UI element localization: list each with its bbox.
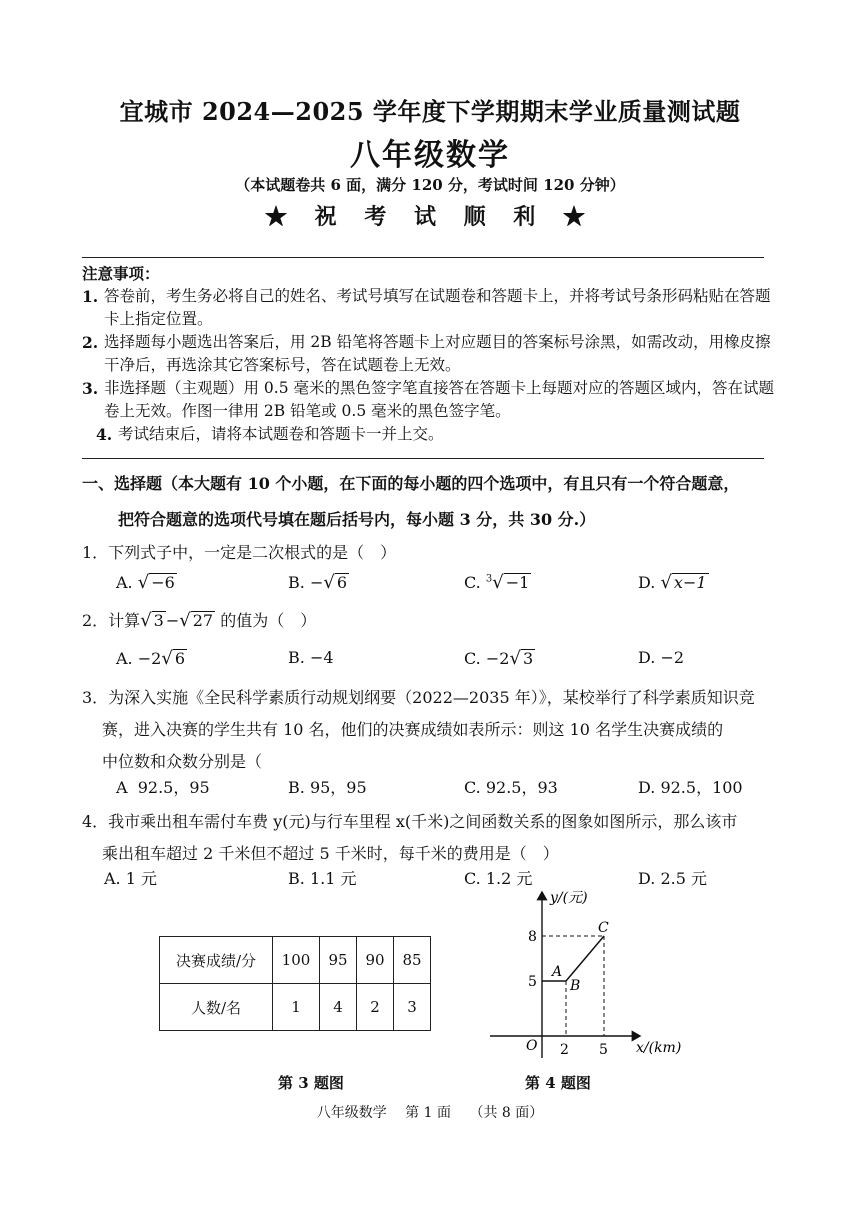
note-number: 3. xyxy=(82,379,99,398)
option-b xyxy=(288,648,334,667)
note-item xyxy=(82,331,782,377)
option-b xyxy=(288,866,356,889)
option-text: 92.5，100 xyxy=(660,778,743,797)
option-label: B. xyxy=(288,573,305,592)
exam-info: （本试题卷共 6 面，满分 120 分，考试时间 120 分钟） xyxy=(235,176,625,194)
stem-line: 赛，进入决赛的学生共有 10 名，他们的决赛成绩如表所示：则这 10 名学生决赛成绩的 xyxy=(102,720,724,739)
x-tick-label: 2 xyxy=(560,1042,569,1058)
option-a xyxy=(116,775,210,798)
table-cell: 90 xyxy=(357,937,394,984)
option-label: D. xyxy=(638,648,656,667)
option-label: A. xyxy=(116,573,133,592)
table-cell: 2 xyxy=(357,984,394,1031)
y-tick-label: 5 xyxy=(528,974,537,990)
figure-3-caption: 第 3 题图 xyxy=(278,1074,344,1092)
note-number: 2. xyxy=(82,333,99,352)
option-prefix: − xyxy=(309,573,324,592)
option-label: C. xyxy=(464,649,481,668)
option-label: A. xyxy=(104,869,121,888)
table-cell: 85 xyxy=(394,937,431,984)
question-1-options xyxy=(82,572,782,596)
question-4-stem xyxy=(82,806,782,870)
sqrt-symbol: √ xyxy=(660,572,672,593)
table-cell: 3 xyxy=(394,984,431,1031)
option-label: C. xyxy=(464,573,481,592)
divider-mid xyxy=(82,458,764,459)
table-header-cell: 决赛成绩/分 xyxy=(160,937,273,984)
score-table xyxy=(159,936,431,1031)
note-item xyxy=(82,285,782,331)
radicand: x−1 xyxy=(673,573,707,592)
option-a xyxy=(104,866,157,889)
stem-text: 2．计算 xyxy=(82,611,141,630)
notes-section xyxy=(82,262,782,446)
page-footer: 八年级数学 第 1 面 （共 8 面） xyxy=(316,1105,544,1121)
option-b xyxy=(288,775,367,798)
option-d xyxy=(638,572,709,593)
exam-title: 宜城市 2024—2025 学年度下学期期末学业质量测试题 xyxy=(119,97,741,126)
option-text: 1.1 元 xyxy=(309,869,357,888)
note-text: 考试结束后，请将本试题卷和答题卡一并上交。 xyxy=(118,425,444,443)
option-d xyxy=(638,775,743,798)
radicand: −1 xyxy=(505,573,530,592)
option-prefix: −2 xyxy=(137,649,162,668)
option-c xyxy=(464,572,531,593)
note-item xyxy=(82,423,782,446)
divider-top xyxy=(82,257,764,258)
note-number: 4. xyxy=(96,425,113,444)
option-text: 1.2 元 xyxy=(485,869,533,888)
option-prefix: −2 xyxy=(485,649,510,668)
sqrt-symbol: √ xyxy=(179,610,191,631)
operator: − xyxy=(165,611,180,630)
sqrt-symbol: √ xyxy=(509,648,521,669)
sqrt-symbol: √ xyxy=(492,572,504,593)
option-b xyxy=(288,572,349,593)
question-3-options xyxy=(82,775,782,799)
stem-line: 3．为深入实施《全民科学素质行动规划纲要（2022—2035 年）》，某校举行了科学素质知识竞 xyxy=(82,688,755,707)
table-cell: 100 xyxy=(273,937,320,984)
y-axis-label: y/(元) xyxy=(550,890,588,906)
sqrt-symbol: √ xyxy=(323,572,335,593)
table-row xyxy=(160,984,431,1031)
point-a-label: A xyxy=(552,964,563,980)
option-text: 92.5，95 xyxy=(137,778,210,797)
note-item xyxy=(82,377,782,423)
table-cell: 95 xyxy=(320,937,357,984)
option-label: D. xyxy=(638,778,656,797)
option-label: C. xyxy=(464,778,481,797)
question-3-stem xyxy=(82,682,782,778)
table-header-cell: 人数/名 xyxy=(160,984,273,1031)
option-text: −2 xyxy=(660,648,685,667)
option-c xyxy=(464,648,535,669)
exam-wish: ★ 祝 考 试 顺 利 ★ xyxy=(265,204,595,230)
note-text: 选择题每小题选出答案后，用 2B 铅笔将答题卡上对应题目的答案标号涂黑，如需改动，用橡皮擦干净后，再选涂其它答案标号，答在试题卷上无效。 xyxy=(104,333,771,374)
option-label: B. xyxy=(288,869,305,888)
sqrt-symbol: √ xyxy=(161,648,173,669)
table-cell: 1 xyxy=(273,984,320,1031)
section-line-2: 把符合题意的选项代号填在题后括号内，每小题 3 分，共 30 分.） xyxy=(118,510,596,529)
option-label: D. xyxy=(638,573,656,592)
y-tick-label: 8 xyxy=(528,929,537,945)
radicand: 3 xyxy=(153,611,164,630)
origin-label: O xyxy=(526,1038,538,1054)
stem-line: 乘出租车超过 2 千米但不超过 5 千米时，每千米的费用是（ ） xyxy=(102,844,559,863)
taxi-fare-graph xyxy=(490,886,710,1066)
option-label: D. xyxy=(638,869,656,888)
option-text: 95，95 xyxy=(309,778,367,797)
option-label: C. xyxy=(464,869,481,888)
option-a xyxy=(116,648,187,669)
radicand: 3 xyxy=(522,649,534,668)
table-row xyxy=(160,937,431,984)
option-label: A xyxy=(116,778,128,797)
radicand: −6 xyxy=(151,573,175,592)
root-index: 3 xyxy=(485,573,493,585)
stem-line: 中位数和众数分别是（ xyxy=(102,752,263,771)
radicand: 6 xyxy=(174,649,185,668)
table-cell: 4 xyxy=(320,984,357,1031)
sqrt-symbol: √ xyxy=(137,572,150,593)
option-text: 1 元 xyxy=(125,869,158,888)
question-1-stem: 1．下列式子中，一定是二次根式的是（ ） xyxy=(82,543,397,562)
x-tick-label: 5 xyxy=(599,1042,608,1058)
section-heading xyxy=(82,466,792,538)
note-text: 答卷前，考生务必将自己的姓名、考试号填写在试题卷和答题卡上，并将考试号条形码粘贴在答题卡上指定位置。 xyxy=(104,287,771,328)
option-label: B. xyxy=(288,648,305,667)
question-2-options xyxy=(82,648,782,672)
stem-line: 4．我市乘出租车需付车费 y(元)与行车里程 x(千米)之间函数关系的图象如图所示，那么该市 xyxy=(82,812,738,831)
option-text: 2.5 元 xyxy=(660,869,707,888)
note-number: 1. xyxy=(82,287,99,306)
radicand: 27 xyxy=(192,611,214,630)
section-line-1: 一、选择题（本大题有 10 个小题，在下面的每小题的四个选项中，有且只有一个符合题意， xyxy=(82,474,740,493)
option-text: 92.5，93 xyxy=(485,778,558,797)
option-c xyxy=(464,775,558,798)
sqrt-symbol: √ xyxy=(140,610,152,631)
option-label: B. xyxy=(288,778,305,797)
figure-4-caption: 第 4 题图 xyxy=(525,1074,591,1092)
point-b-label: B xyxy=(570,978,581,994)
point-c-label: C xyxy=(598,920,609,936)
question-2-stem xyxy=(82,608,782,631)
option-d xyxy=(638,648,684,667)
x-axis-label: x/(km) xyxy=(636,1040,682,1056)
notes-heading: 注意事项： xyxy=(82,264,160,283)
radicand: 6 xyxy=(336,573,348,592)
option-text: −4 xyxy=(309,648,334,667)
stem-text: 的值为（ ） xyxy=(220,611,317,630)
option-label: A. xyxy=(116,649,133,668)
option-a xyxy=(116,572,177,593)
exam-subject: 八年级数学 xyxy=(350,138,510,173)
note-text: 非选择题（主观题）用 0.5 毫米的黑色签字笔直接答在答题卡上每题对应的答题区域内，答在试题卷上无效。作图一律用 2B 铅笔或 0.5 毫米的黑色签字笔。 xyxy=(104,379,775,420)
